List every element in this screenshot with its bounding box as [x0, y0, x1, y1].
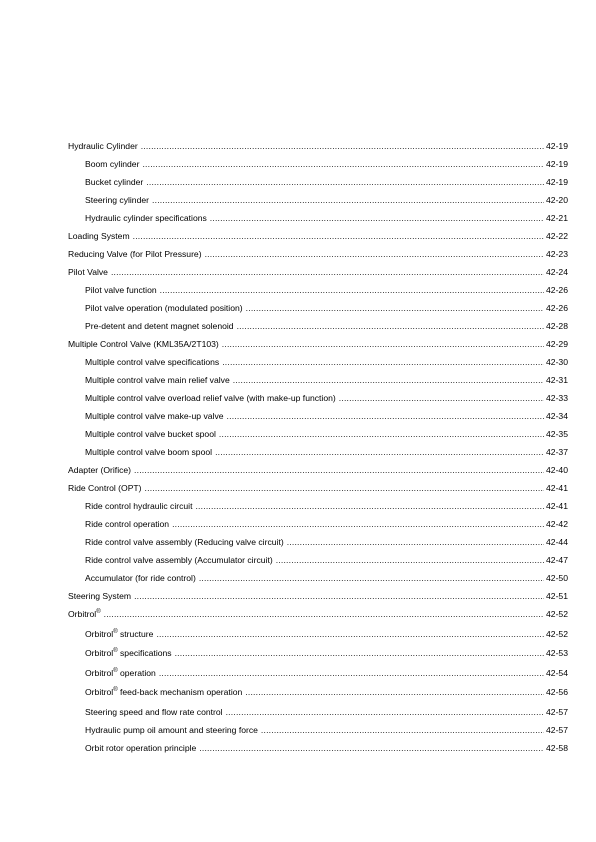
toc-entry-title — [68, 721, 258, 739]
toc-entry-page-number: 42-21 — [546, 213, 568, 223]
toc-entry[interactable] — [68, 335, 568, 353]
toc-entry-title — [68, 533, 284, 551]
toc-entry-page-number: 42-44 — [546, 537, 568, 547]
toc-entry[interactable] — [68, 721, 568, 739]
toc-entry-page-number: 42-53 — [546, 648, 568, 658]
toc-entry-page-number: 42-57 — [546, 706, 568, 717]
toc-entry-title — [68, 625, 153, 645]
dot-leader — [205, 245, 544, 263]
toc-entry-title-text: Orbitrol — [85, 667, 114, 678]
dot-leader — [199, 569, 544, 587]
toc-entry-title — [68, 227, 130, 245]
toc-entry-page-number: 42-19 — [546, 159, 568, 169]
toc-entry[interactable] — [68, 739, 568, 757]
toc-entry-title-text: Orbitrol — [85, 628, 114, 639]
toc-entry-title-text: Multiple Control Valve (KML35A/2T103) — [68, 339, 219, 349]
toc-entry-title — [68, 371, 230, 389]
toc-entry[interactable] — [68, 173, 568, 191]
toc-entry-title — [68, 137, 138, 155]
toc-entry-title-text: Ride control hydraulic circuit — [85, 501, 193, 511]
toc-entry[interactable] — [68, 137, 568, 155]
toc-entry-title — [68, 461, 131, 479]
dot-leader — [222, 335, 544, 353]
dot-leader — [237, 317, 544, 335]
registered-mark: ® — [96, 609, 101, 616]
toc-entry-title — [68, 425, 216, 443]
dot-leader — [156, 625, 544, 645]
toc-entry[interactable] — [68, 425, 568, 443]
toc-entry-page-number: 42-19 — [546, 177, 568, 187]
toc-entry-title — [68, 263, 108, 281]
toc-entry-title — [68, 353, 219, 371]
toc-entry-title-suffix: feed-back mechanism operation — [117, 687, 243, 697]
toc-entry[interactable] — [68, 155, 568, 173]
dot-leader — [276, 551, 544, 569]
dot-leader — [141, 137, 544, 155]
toc-entry[interactable] — [68, 625, 568, 645]
dot-leader — [146, 173, 544, 191]
toc-entry-page-number: 42-57 — [546, 724, 568, 735]
toc-entry-page-number: 42-51 — [546, 591, 568, 601]
toc-entry-page-number: 42-52 — [546, 628, 568, 639]
dot-leader — [175, 644, 544, 664]
toc-entry-title — [68, 479, 142, 497]
toc-entry-title-text: Ride control valve assembly (Reducing valve circuit) — [85, 537, 284, 547]
dot-leader — [172, 515, 544, 533]
toc-entry-page-number: 42-26 — [546, 303, 568, 313]
toc-entry[interactable] — [68, 389, 568, 407]
toc-entry-title-suffix: structure — [117, 628, 154, 639]
toc-entry-title-text: Pilot valve function — [85, 285, 157, 295]
dot-leader — [222, 353, 544, 371]
toc-entry-title-text: Multiple control valve bucket spool — [85, 429, 216, 439]
toc-entry-title-suffix: specifications — [117, 648, 172, 658]
toc-entry-title — [68, 739, 196, 757]
registered-mark: ® — [113, 628, 118, 635]
dot-leader — [287, 533, 544, 551]
toc-entry-page-number: 42-34 — [546, 411, 568, 421]
toc-entry-title — [68, 569, 196, 587]
toc-entry-title — [68, 605, 101, 625]
toc-entry-title — [68, 281, 157, 299]
toc-entry[interactable] — [68, 515, 568, 533]
toc-entry-page-number: 42-56 — [546, 687, 568, 697]
toc-entry-page-number: 42-33 — [546, 393, 568, 403]
toc-entry[interactable] — [68, 407, 568, 425]
toc-entry[interactable] — [68, 461, 568, 479]
dot-leader — [233, 371, 544, 389]
toc-entry[interactable] — [68, 281, 568, 299]
toc-entry[interactable] — [68, 191, 568, 209]
toc-entry-title — [68, 191, 149, 209]
toc-entry[interactable] — [68, 353, 568, 371]
dot-leader — [145, 479, 544, 497]
dot-leader — [111, 263, 544, 281]
toc-entry-page-number: 42-37 — [546, 447, 568, 457]
toc-entry-title — [68, 335, 219, 353]
toc-entry[interactable] — [68, 533, 568, 551]
dot-leader — [134, 587, 544, 605]
toc-entry-page-number: 42-31 — [546, 375, 568, 385]
dot-leader — [226, 703, 544, 721]
dot-leader — [159, 664, 544, 684]
toc-entry-title-text: Ride control valve assembly (Accumulator circuit) — [85, 555, 273, 565]
toc-entry-title-text: Multiple control valve overload relief valve (with make-up function) — [85, 393, 336, 403]
toc-entry[interactable] — [68, 245, 568, 263]
toc-entry-page-number: 42-30 — [546, 357, 568, 367]
toc-entry-title-text: Accumulator (for ride control) — [85, 573, 196, 583]
toc-entry-title-text: Boom cylinder — [85, 159, 140, 169]
toc-entry-title — [68, 389, 336, 407]
table-of-contents — [68, 137, 568, 757]
toc-entry[interactable] — [68, 227, 568, 245]
toc-entry-title-text: Hydraulic Cylinder — [68, 141, 138, 151]
toc-entry-title-text: Multiple control valve main relief valve — [85, 375, 230, 385]
toc-entry-title-text: Pilot valve operation (modulated position) — [85, 303, 243, 313]
toc-entry-page-number: 42-40 — [546, 465, 568, 475]
toc-entry-title — [68, 299, 243, 317]
registered-mark: ® — [113, 687, 118, 694]
toc-entry-title — [68, 703, 223, 721]
toc-entry-title — [68, 317, 234, 335]
toc-entry-title — [68, 173, 143, 191]
toc-entry[interactable] — [68, 479, 568, 497]
toc-entry-title-text: Orbitrol — [85, 687, 114, 697]
toc-entry[interactable] — [68, 497, 568, 515]
toc-entry-title-text: Pilot Valve — [68, 267, 108, 277]
registered-mark: ® — [113, 667, 118, 674]
toc-entry-title-suffix: operation — [117, 667, 156, 678]
toc-entry-title-text: Multiple control valve specifications — [85, 357, 220, 367]
toc-entry[interactable] — [68, 644, 568, 664]
toc-entry[interactable] — [68, 664, 568, 684]
dot-leader — [133, 227, 544, 245]
toc-entry-page-number: 42-35 — [546, 429, 568, 439]
toc-entry-title-text: Steering speed and flow rate control — [85, 706, 223, 717]
toc-entry-title-text: Orbit rotor operation principle — [85, 742, 197, 753]
toc-entry-page-number: 42-52 — [546, 609, 568, 619]
toc-entry-page-number: 42-19 — [546, 141, 568, 151]
toc-entry[interactable] — [68, 371, 568, 389]
toc-entry-title-text: Multiple control valve make-up valve — [85, 411, 224, 421]
toc-entry-title — [68, 551, 273, 569]
dot-leader — [339, 389, 544, 407]
toc-entry[interactable] — [68, 703, 568, 721]
toc-entry-title-text: Reducing Valve (for Pilot Pressure) — [68, 249, 202, 259]
dot-leader — [104, 605, 544, 625]
toc-entry-page-number: 42-54 — [546, 667, 568, 678]
dot-leader — [245, 683, 544, 703]
toc-entry-title-text: Adapter (Orifice) — [68, 465, 132, 475]
toc-entry[interactable] — [68, 683, 568, 703]
toc-entry-page-number: 42-42 — [546, 519, 568, 529]
toc-entry[interactable] — [68, 209, 568, 227]
toc-entry-title-text: Multiple control valve boom spool — [85, 447, 213, 457]
dot-leader — [134, 461, 544, 479]
toc-entry[interactable] — [68, 299, 568, 317]
toc-entry-title — [68, 683, 242, 703]
toc-entry-page-number: 42-50 — [546, 573, 568, 583]
toc-entry-page-number: 42-20 — [546, 195, 568, 205]
toc-entry-title-text: Pre-detent and detent magnet solenoid — [85, 321, 234, 331]
toc-entry-title-text: Bucket cylinder — [85, 177, 144, 187]
toc-entry[interactable] — [68, 263, 568, 281]
toc-entry-title-text: Ride Control (OPT) — [68, 483, 142, 493]
toc-entry-title-text: Orbitrol — [85, 648, 114, 658]
toc-entry-title — [68, 644, 172, 664]
toc-entry-page-number: 42-58 — [546, 742, 568, 753]
toc-entry[interactable] — [68, 317, 568, 335]
toc-entry-title — [68, 497, 192, 515]
toc-entry[interactable] — [68, 551, 568, 569]
toc-entry-page-number: 42-23 — [546, 249, 568, 259]
dot-leader — [199, 739, 544, 757]
toc-entry-page-number: 42-41 — [546, 501, 568, 511]
toc-entry[interactable] — [68, 443, 568, 461]
toc-entry-title-text: Hydraulic cylinder specifications — [85, 213, 207, 223]
toc-entry-page-number: 42-29 — [546, 339, 568, 349]
toc-entry-title-text: Ride control operation — [85, 519, 170, 529]
dot-leader — [210, 209, 544, 227]
toc-entry-title — [68, 245, 202, 263]
toc-entry-page-number: 42-24 — [546, 267, 568, 277]
dot-leader — [160, 281, 544, 299]
dot-leader — [152, 191, 544, 209]
registered-mark: ® — [113, 648, 118, 655]
toc-entry-page-number: 42-28 — [546, 321, 568, 331]
toc-entry-page-number: 42-41 — [546, 483, 568, 493]
toc-entry[interactable] — [68, 587, 568, 605]
toc-entry-title-text: Steering System — [68, 591, 132, 601]
toc-entry-title — [68, 209, 207, 227]
toc-entry[interactable] — [68, 605, 568, 625]
dot-leader — [142, 155, 544, 173]
toc-entry-title — [68, 664, 156, 684]
dot-leader — [246, 299, 544, 317]
toc-entry-title-text: Loading System — [68, 231, 130, 241]
dot-leader — [215, 443, 544, 461]
dot-leader — [219, 425, 544, 443]
toc-entry-title-text: Orbitrol — [68, 609, 97, 619]
toc-entry-title-text: Hydraulic pump oil amount and steering force — [85, 724, 258, 735]
toc-entry-title — [68, 407, 224, 425]
toc-entry[interactable] — [68, 569, 568, 587]
toc-entry-title — [68, 155, 139, 173]
toc-entry-page-number: 42-26 — [546, 285, 568, 295]
toc-entry-page-number: 42-47 — [546, 555, 568, 565]
toc-entry-title — [68, 587, 131, 605]
dot-leader — [227, 407, 545, 425]
toc-entry-title-text: Steering cylinder — [85, 195, 150, 205]
dot-leader — [195, 497, 544, 515]
toc-entry-title — [68, 515, 169, 533]
toc-entry-title — [68, 443, 212, 461]
dot-leader — [261, 721, 544, 739]
toc-entry-page-number: 42-22 — [546, 231, 568, 241]
